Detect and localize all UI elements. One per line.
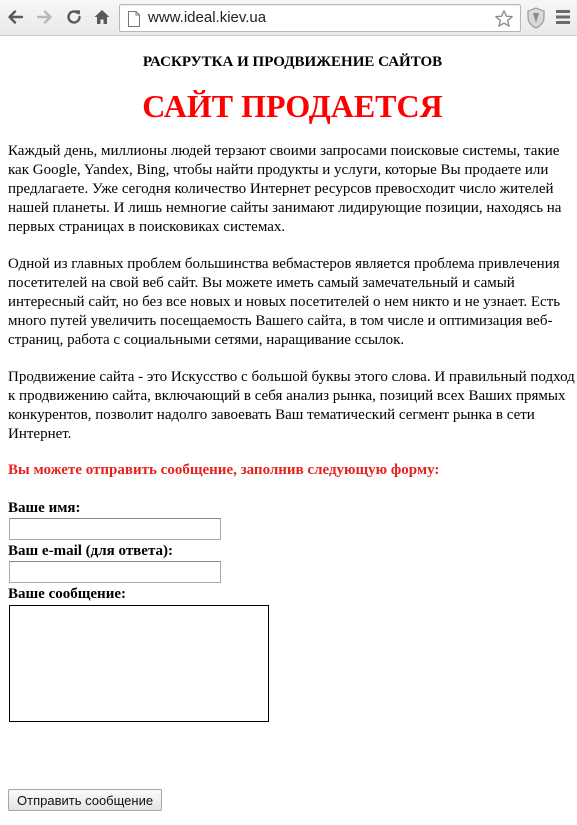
message-textarea[interactable]: [9, 605, 269, 722]
reload-button[interactable]: [63, 6, 85, 28]
message-label: Ваше сообщение:: [8, 586, 126, 602]
shield-extension-icon[interactable]: [526, 7, 546, 29]
forward-arrow-icon: [36, 8, 54, 26]
contact-form: [8, 499, 577, 808]
sale-title: САЙТ ПРОДАЕТСЯ: [142, 88, 443, 124]
email-label: Ваш e-mail (для ответа):: [8, 543, 173, 559]
back-arrow-icon: [6, 8, 24, 26]
page-content: [8, 36, 577, 808]
promotion-paragraph: Продвижение сайта - это Искусство с большой буквы этого слова. И правильный подход к продвижению сайта, включающий в себя анализ рынка, позиций всех Вашиx прямых конкурентов, позволит надолго завоевать Ваш тематический сегмент рынка в сети Интернет.: [8, 369, 575, 442]
site-heading: РАСКРУТКА И ПРОДВИЖЕНИЕ САЙТОВ: [142, 54, 443, 70]
star-icon[interactable]: [494, 9, 514, 29]
browser-toolbar: [0, 0, 577, 36]
name-label: Ваше имя:: [8, 500, 81, 516]
problem-paragraph: Одной из главных проблем большинства вебмастеров является проблема привлечения посетителей на свой веб сайт. Вы можете иметь самый замечательный и самый интересный сайт, но без все новых и новых посетителей о нем никто и не узнает. Есть много путей увеличить посещаемость Вашего сайта, в том числе и оптимизация веб-страниц, работа с социальными сетями, наращивание ссылок.: [8, 256, 561, 348]
menu-icon[interactable]: [555, 9, 571, 25]
email-input[interactable]: [9, 561, 221, 583]
page-icon: [127, 11, 141, 27]
form-prompt: Вы можете отправить сообщение, заполнив следующую форму:: [8, 462, 440, 478]
intro-paragraph: Каждый день, миллионы людей терзают своими запросами поисковые системы, такие как Google, Yandex, Bing, чтобы найти продукты и услуги, которые Вы продаете или предлагаете. Уже сегодня количество Интернет ресурсов превосходит число жителей нашей планеты. И лишь немногие сайты занимают лидирующие позиции, находясь на первых страницах в поисковиках системах.: [8, 143, 562, 235]
forward-button[interactable]: [34, 6, 56, 28]
url-text: www.ideal.kiev.ua: [148, 9, 267, 26]
home-icon: [93, 8, 111, 26]
name-input[interactable]: [9, 518, 221, 540]
submit-button[interactable]: Отправить сообщение: [8, 789, 162, 811]
address-bar[interactable]: [119, 4, 521, 32]
back-button[interactable]: [4, 6, 26, 28]
home-button[interactable]: [91, 6, 113, 28]
reload-icon: [65, 8, 83, 26]
